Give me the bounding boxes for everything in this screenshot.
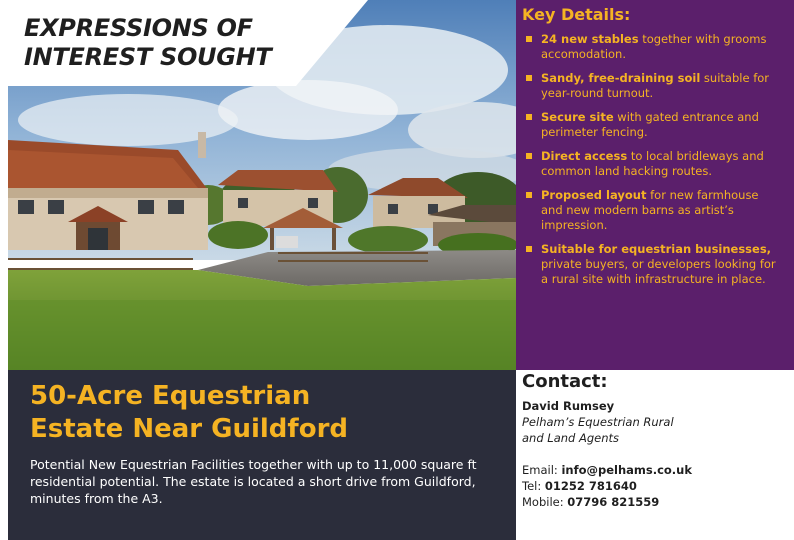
key-detail-highlight: 24 new stables [541,32,639,46]
square-bullet-icon [526,114,532,120]
contact-email-row [522,462,790,478]
key-detail-item [522,110,782,140]
key-detail-text: together with grooms accomodation. [541,32,767,61]
key-detail-text: private buyers, or developers looking for a rural site with infrastructure in place. [541,257,776,286]
square-bullet-icon [526,246,532,252]
key-detail-item [522,71,782,101]
key-detail-highlight: Direct access [541,149,628,163]
key-detail-item [522,242,782,287]
interest-badge [0,0,380,86]
contact-company-line-1: Pelham’s Equestrian Rural [522,415,674,429]
contact-tel-row [522,478,790,494]
key-details-panel [516,0,794,370]
key-details-list [522,32,782,287]
square-bullet-icon [526,153,532,159]
mobile-label: Mobile: [522,495,568,509]
listing-title-line-1: 50-Acre Equestrian [30,381,311,411]
tel-label: Tel: [522,479,545,493]
badge-line-1: EXPRESSIONS OF [24,14,253,42]
tel-number[interactable]: 01252 781640 [544,479,637,493]
key-detail-highlight: Proposed layout [541,188,647,202]
key-detail-text: to local bridleways and common land hacking routes. [541,149,764,178]
key-detail-item [522,188,782,233]
contact-mobile-row [522,494,790,510]
listing-info-panel [8,370,516,540]
listing-title [30,380,494,446]
key-detail-text: for new farmhouse and new modern barns as artist’s impression. [541,188,759,232]
key-detail-item [522,32,782,62]
key-detail-highlight: Sandy, free-draining soil [541,71,701,85]
contact-company-line-2: and Land Agents [522,431,620,445]
contact-panel [518,370,794,540]
key-detail-highlight: Suitable for equestrian businesses, [541,242,772,256]
badge-heading [24,14,324,72]
key-detail-item [522,149,782,179]
listing-title-line-2: Estate Near Guildford [30,414,349,444]
key-detail-text: suitable for year-round turnout. [541,71,770,100]
mobile-number[interactable]: 07796 821559 [567,495,660,509]
listing-description: Potential New Equestrian Facilities together with up to 11,000 square ft residential potential. The estate is located a short drive from Guildford, minutes from the A3. [30,457,477,506]
square-bullet-icon [526,36,532,42]
contact-name: David Rumsey [522,399,615,413]
square-bullet-icon [526,75,532,81]
email-label: Email: [522,463,562,477]
square-bullet-icon [526,192,532,198]
key-detail-text: with gated entrance and perimeter fencing. [541,110,759,139]
contact-title: Contact: [522,371,608,392]
badge-line-2: INTEREST SOUGHT [24,43,272,71]
key-detail-highlight: Secure site [541,110,614,124]
key-details-title: Key Details: [522,5,631,24]
email-link[interactable]: info@pelhams.co.uk [561,463,693,477]
